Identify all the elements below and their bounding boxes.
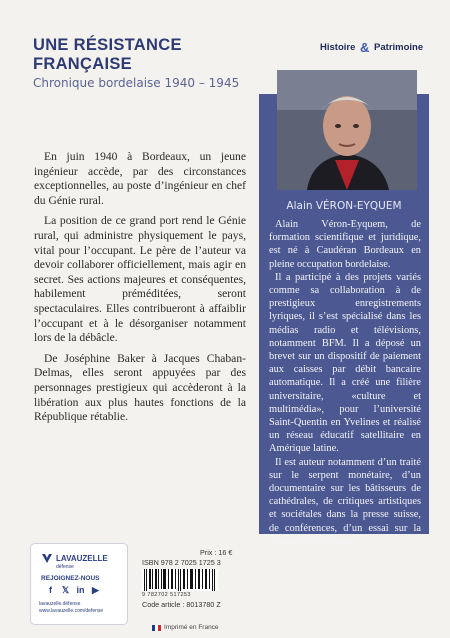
code-article-label: Code article : 8013780 Z <box>142 600 221 609</box>
publisher-links <box>39 601 103 614</box>
book-summary <box>34 150 246 431</box>
social-icons <box>45 585 101 596</box>
facebook-icon[interactable]: f <box>49 585 52 595</box>
publisher-box <box>30 543 128 625</box>
book-title: UNE RÉSISTANCE FRANÇAISE <box>33 36 182 73</box>
france-flag-icon <box>152 625 161 631</box>
collection-part2: Patrimoine <box>374 42 424 53</box>
barcode-number: 9 782702 517253 <box>142 592 191 598</box>
author-panel <box>259 94 429 547</box>
publisher-name: LAVAUZELLE <box>56 553 108 563</box>
summary-paragraph: La position de ce grand port rend le Génie rural, qui administre physiquement le pays, vital pour l’occupant. Le père de l’auteur va devoir collaborer officiellement, mais agir en secret. Ses actions majeures et conséquentes, habilement préméditées, seront spectaculaires. Elles contribueront à affaiblir l’occupant et à le désorganiser notamment lors de la débâcle. <box>34 214 246 345</box>
youtube-icon[interactable]: ▶ <box>92 585 99 595</box>
publisher-sub: défense <box>56 564 74 570</box>
publisher-link[interactable]: www.lavauzelle.com/defense <box>39 607 104 614</box>
printed-in-label <box>152 624 219 631</box>
publisher-logo <box>41 552 108 564</box>
join-us-label: REJOIGNEZ-NOUS <box>41 575 100 582</box>
publisher-logo-icon <box>41 552 53 564</box>
x-icon[interactable]: 𝕏 <box>61 585 70 595</box>
author-photo <box>277 70 417 190</box>
author-bio <box>269 218 421 548</box>
barcode <box>142 569 218 591</box>
price-label: Prix : 16 € <box>200 548 233 557</box>
summary-paragraph: En juin 1940 à Bordeaux, un jeune ingénieur accède, par des circonstances exceptionnelles, au poste d’ingénieur en chef du Génie rural. <box>34 150 246 207</box>
summary-paragraph: De Joséphine Baker à Jacques Chaban-Delmas, elles seront appuyées par des personnages prestigieux qui accèderont à la libération aux plus hautes fonctions de la République rétablie. <box>34 351 246 424</box>
collection-ampersand: & <box>360 40 370 55</box>
bio-paragraph: Il a participé à des projets variés comme sa collaboration à de prestigieux enregistrements lyriques, il s’est spécialisé dans les médias radio et télévisions, notamment BFM. Il a déposé un brevet sur un dispositif de paiement aux caisses par débit bancaire automatique. Il a créé une filière universitaire, «culture et multimédia», pour l’université Saint-Quentin en Yvelines et réalisé un réseau éducatif satellitaire en Amérique latine. <box>269 271 421 455</box>
publisher-link[interactable]: lavauzelle.défense <box>39 601 81 607</box>
linkedin-icon[interactable]: in <box>76 585 85 595</box>
book-subtitle: Chronique bordelaise 1940 – 1945 <box>33 76 240 90</box>
collection-part1: Histoire <box>320 42 356 53</box>
printed-in-text: Imprimé en France <box>164 624 219 631</box>
collection-label <box>320 40 423 55</box>
isbn-label: ISBN 978 2 7025 1725 3 <box>142 558 221 567</box>
author-name: Alain VÉRON-EYQUEM <box>286 200 402 212</box>
bio-paragraph: Il est auteur notamment d’un traité sur le serpent monétaire, d’un documentaire sur les bâtisseurs de cathédrales, de critiques artistiques et sociétales dans la presse suisse, de conférences, d’un essai sur la virtualité de l’image. <box>269 456 421 547</box>
bio-paragraph: Alain Véron-Eyquem, de formation scientifique et juridique, est né à Caudéran Bordeaux en pleine occupation bordelaise. <box>269 219 421 270</box>
